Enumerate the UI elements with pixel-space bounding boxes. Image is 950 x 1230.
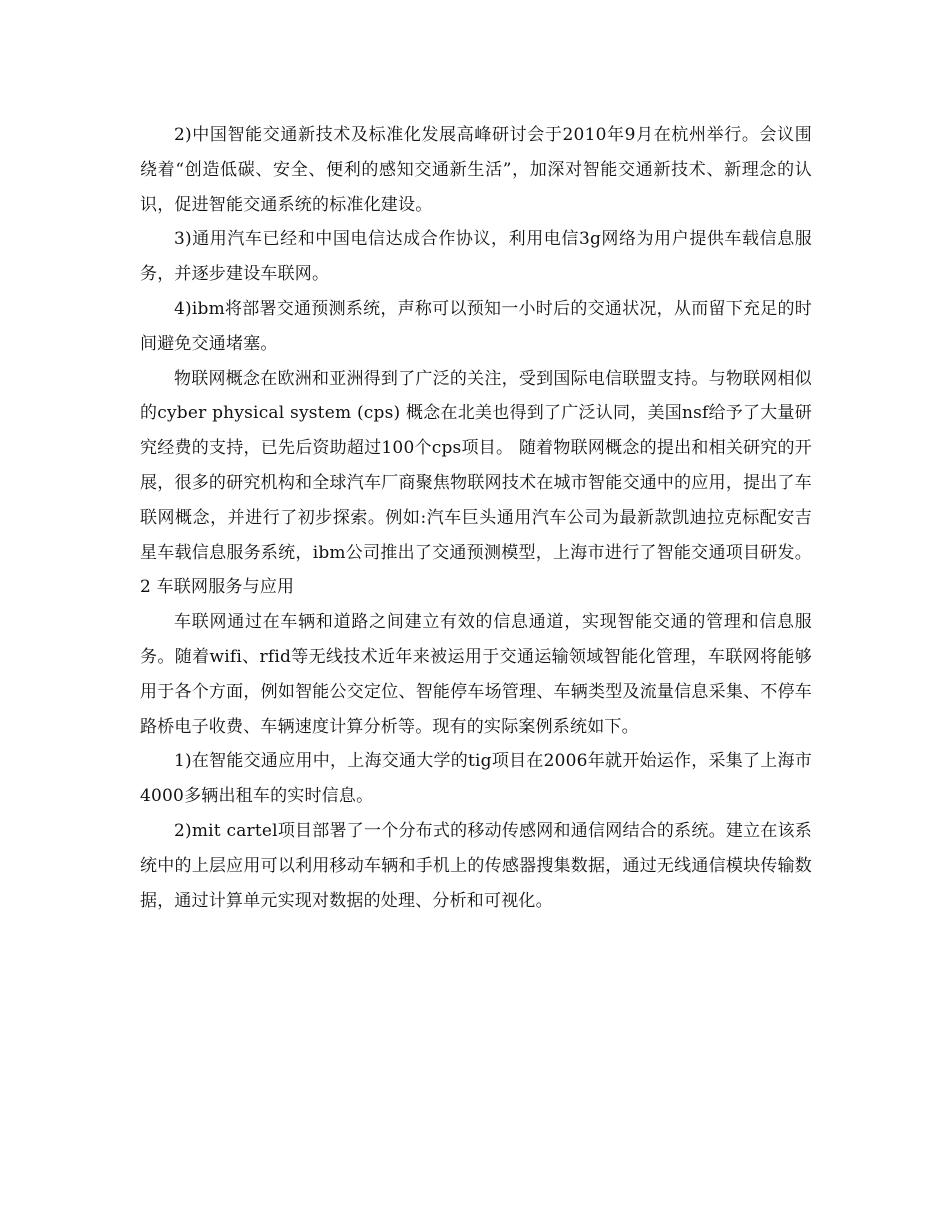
document-body bbox=[140, 118, 812, 918]
paragraph-vehicle-network: 车联网通过在车辆和道路之间建立有效的信息通道，实现智能交通的管理和信息服务。随着wifi、rfid等无线技术近年来被运用于交通运输领域智能化管理，车联网将能够用于各个方面，例如智能公交定位、智能停车场管理、车辆类型及流量信息采集、不停车路桥电子收费、车辆速度计算分析等。现有的实际案例系统如下。 bbox=[140, 612, 812, 737]
paragraph-iot-concept: 物联网概念在欧洲和亚洲得到了广泛的关注，受到国际电信联盟支持。与物联网相似的cyber physical system (cps) 概念在北美也得到了广泛认同，美国nsf给予了大量研究经费的支持，已先后资助超过100个cps项目。 随着物联网概念的提出和相关研究的开展，很多的研究机构和全球汽车厂商聚焦物联网技术在城市智能交通中的应用，提出了车联网概念，并进行了初步探索。例如:汽车巨头通用汽车公司为最新款凯迪拉克标配安吉星车载信息服务系统，ibm公司推出了交通预测模型，上海市进行了智能交通项目研发。 2 车联网服务与应用 bbox=[140, 368, 812, 598]
paragraph-gm-telecom: 3)通用汽车已经和中国电信达成合作协议，利用电信3g网络为用户提供车载信息服务，并逐步建设车联网。 bbox=[140, 229, 812, 285]
paragraph-tig-project: 1)在智能交通应用中，上海交通大学的tig项目在2006年就开始运作，采集了上海市4000多辆出租车的实时信息。 bbox=[140, 751, 812, 807]
paragraph-ibm-prediction: 4)ibm将部署交通预测系统，声称可以预知一小时后的交通状况，从而留下充足的时间避免交通堵塞。 bbox=[140, 298, 812, 354]
paragraph-conference: 2)中国智能交通新技术及标准化发展高峰研讨会于2010年9月在杭州举行。会议围绕着“创造低碳、安全、便利的感知交通新生活”，加深对智能交通新技术、新理念的认识，促进智能交通系统的标准化建设。 bbox=[140, 125, 812, 215]
paragraph-mit-cartel: 2)mit cartel项目部署了一个分布式的移动传感网和通信网结合的系统。建立在该系统中的上层应用可以利用移动车辆和手机上的传感器搜集数据，通过无线通信模块传输数据，通过计算单元实现对数据的处理、分析和可视化。 bbox=[140, 820, 812, 911]
